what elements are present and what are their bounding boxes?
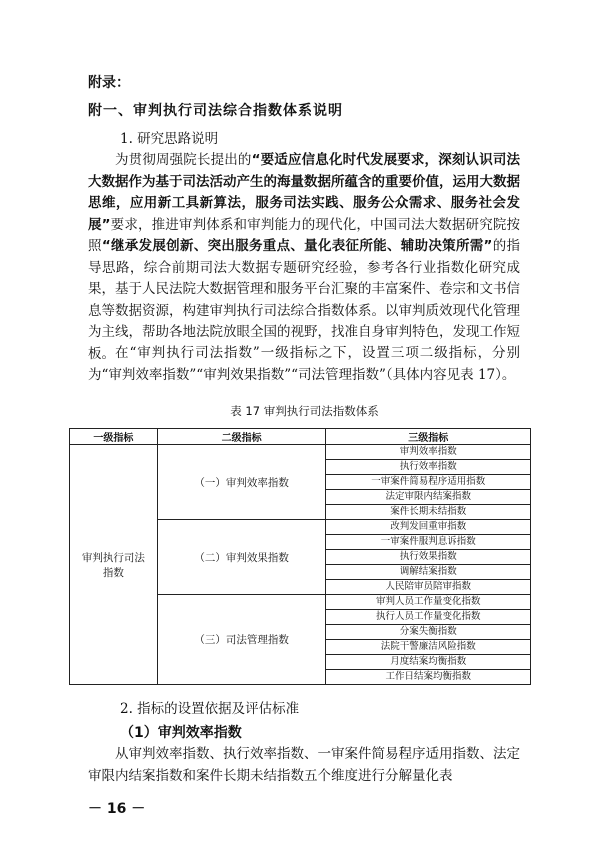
subsection-efficiency-index: （1）审判效率指数: [120, 725, 242, 741]
para-text: 要求，推进审判体系和审判能力的现代化，中国司法大数据研究院按照: [88, 216, 521, 254]
level3-indicator: 案件长期未结指数: [326, 505, 531, 520]
paragraph-research-approach: [88, 150, 520, 365]
subsection-criteria: 2. 指标的设置依据及评估标准: [120, 701, 300, 717]
level2-indicator: （一）审判效率指数: [157, 445, 326, 520]
table-header-row: [70, 429, 531, 445]
section-heading: 附一、审判执行司法综合指数体系说明: [88, 103, 343, 119]
paragraph-index-levels: 在“审判执行司法指数”一级指标之下，设置三项二级指标，分别为“审判效率指数”“审判效果指数”“司法管理指数”（具体内容见表 17）。: [88, 345, 520, 383]
level3-indicator: 法院干警廉洁风险指数: [326, 640, 531, 655]
level2-indicator: （二）审判效果指数: [157, 520, 326, 595]
header-level2: 二级指标: [157, 429, 326, 445]
level3-indicator: 审判效率指数: [326, 445, 531, 460]
para-bold-quote: “要适应信息化时代发展要求，深刻认识司法大数据作为基于司法活动产生的海量数据所蕴含的重要价值，运用大数据思维，应用新工具新算法，服务司法实践、服务公众需求、服务社会发展”: [88, 152, 521, 233]
level3-indicator: 审判人员工作量变化指数: [326, 595, 531, 610]
level3-indicator: 月度结案均衡指数: [326, 655, 531, 670]
level3-indicator: 一审案件简易程序适用指数: [326, 475, 531, 490]
appendix-heading: 附录：: [88, 75, 130, 91]
level3-indicator: 执行效率指数: [326, 460, 531, 475]
header-level1: 一级指标: [70, 429, 158, 445]
level3-indicator: 改判发回重审指数: [326, 520, 531, 535]
header-level3: 三级指标: [326, 429, 531, 445]
paragraph-efficiency: 从审判效率指数、执行效率指数、一审案件简易程序适用指数、法定审限内结案指数和案件长期未结指数五个维度进行分解量化表: [88, 746, 520, 784]
level1-indicator: 审判执行司法指数: [70, 445, 158, 685]
subsection-research-approach: 1. 研究思路说明: [120, 131, 219, 147]
level3-indicator: 工作日结案均衡指数: [326, 670, 531, 685]
index-system-table: [69, 428, 531, 685]
para-text: 为贯彻周强院长提出的: [115, 152, 252, 168]
level3-indicator: 人民陪审员陪审指数: [326, 580, 531, 595]
level3-indicator: 分案失衡指数: [326, 625, 531, 640]
page-number: － 16 －: [88, 801, 146, 817]
table-caption: 表 17 审判执行司法指数体系: [230, 404, 379, 418]
level2-indicator: （三）司法管理指数: [157, 595, 326, 685]
table-row: [70, 445, 531, 460]
level3-indicator: 一审案件服判息诉指数: [326, 535, 531, 550]
level3-indicator: 执行效果指数: [326, 550, 531, 565]
level3-indicator: 执行人员工作量变化指数: [326, 610, 531, 625]
level3-indicator: 调解结案指数: [326, 565, 531, 580]
para-bold-quote: “继承发展创新、突出服务重点、量化表征所能、辅助决策所需”: [101, 238, 493, 254]
level3-indicator: 法定审限内结案指数: [326, 490, 531, 505]
para-text: 的指导思路，综合前期司法大数据专题研究经验，参考各行业指数化研究成果，基于人民法院大数据管理和服务平台汇聚的丰富案件、卷宗和文书信息等数据资源，构建审判执行司法综合指数体系。以审判质效现代化管理为主线，帮助各地法院放眼全国的视野，找准自身审判特色，发现工作短板。: [88, 238, 521, 362]
